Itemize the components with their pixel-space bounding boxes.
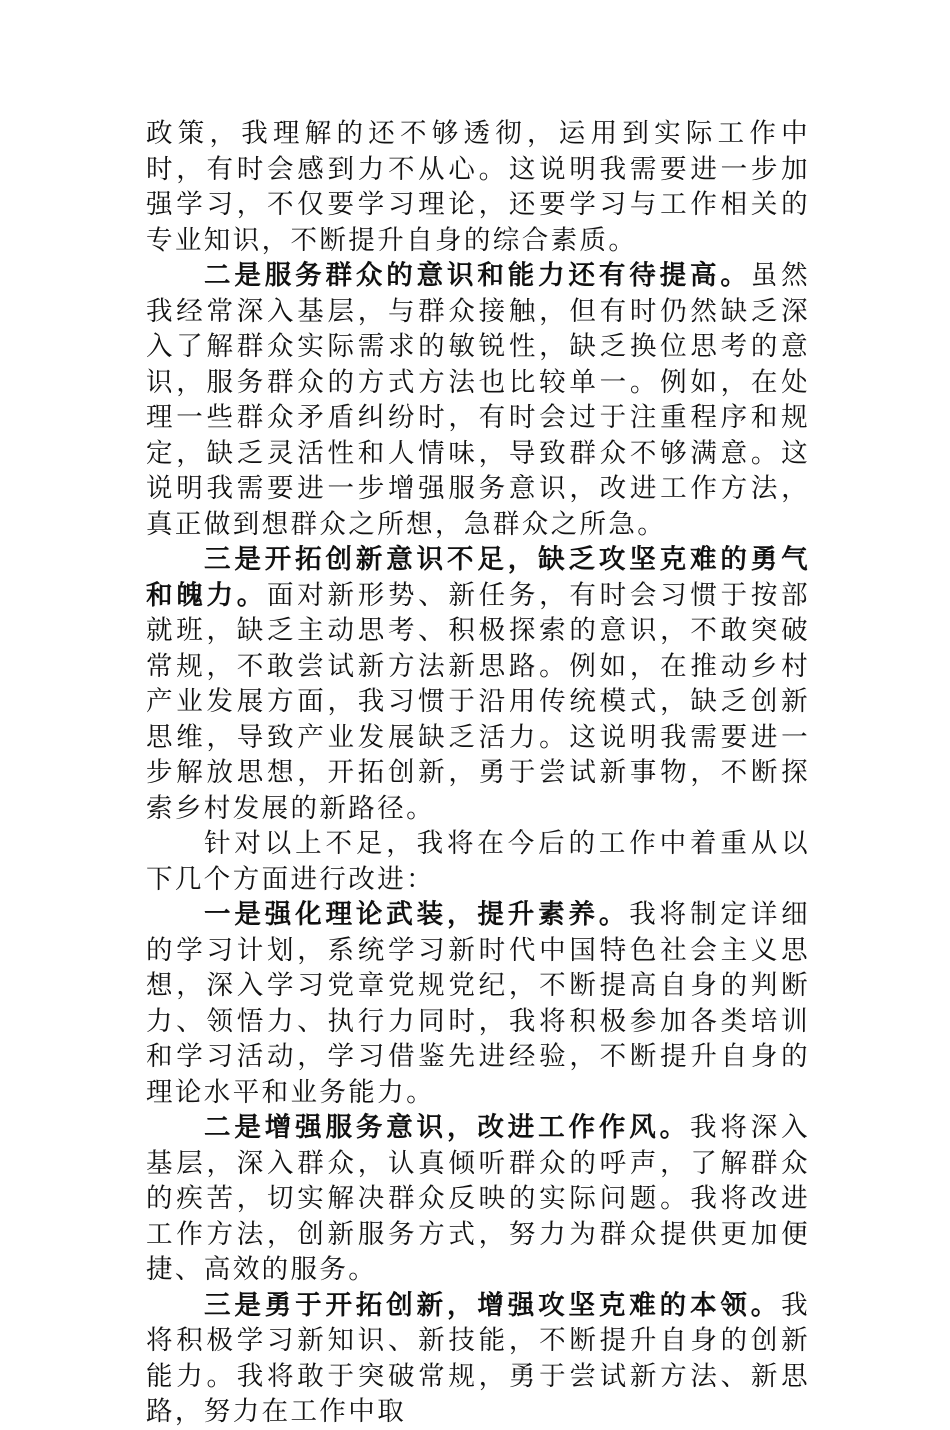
paragraph-lead-heading: 二是服务群众的意识和能力还有待提高。 — [204, 260, 751, 291]
paragraph-lead-heading: 三是勇于开拓创新，增强攻坚克难的本领。 — [204, 1289, 782, 1321]
paragraph-continuation — [146, 116, 810, 258]
paragraph-improvement-service — [146, 1110, 810, 1288]
paragraph-body: 我将制定详细的学习计划，系统学习新时代中国特色社会主义思想，深入学习党章党规党纪，不断提高自身的判断力、领悟力、执行力同时，我将积极参加各类培训和学习活动，学习借鉴先进经验，不断提升自身的理论水平和业务能力。 — [146, 899, 810, 1108]
paragraph-body: 虽然我经常深入基层，与群众接触，但有时仍然缺乏深入了解群众实际需求的敏锐性，缺乏换位思考的意识，服务群众的方式方法也比较单一。例如，在处理一些群众矛盾纠纷时，有时会过于注重程序和规定，缺乏灵活性和人情味，导致群众不够满意。这说明我需要进一步增强服务意识，改进工作方法，真正做到想群众之所想，急群众之所急。 — [146, 260, 810, 540]
paragraph-body: 针对以上不足，我将在今后的工作中着重从以下几个方面进行改进： — [146, 828, 810, 895]
paragraph-point-innovation — [146, 542, 810, 826]
paragraph-improvement-theory — [146, 897, 810, 1110]
document-page — [146, 116, 810, 1430]
paragraph-body: 政策，我理解的还不够透彻，运用到实际工作中时，有时会感到力不从心。这说明我需要进一步加强学习，不仅要学习理论，还要学习与工作相关的专业知识，不断提升自身的综合素质。 — [146, 118, 810, 256]
paragraph-lead-heading: 三是开拓创新意识不足，缺乏攻坚克难的勇气和魄力。 — [146, 544, 810, 611]
paragraph-body: 面对新形势、新任务，有时会习惯于按部就班，缺乏主动思考、积极探索的意识，不敢突破常规，不敢尝试新方法新思路。例如，在推动乡村产业发展方面，我习惯于沿用传统模式，缺乏创新思维，导致产业发展缺乏活力。这说明我需要进一步解放思想，开拓创新，勇于尝试新事物，不断探索乡村发展的新路径。 — [146, 579, 811, 824]
paragraph-body: 我将深入基层，深入群众，认真倾听群众的呼声，了解群众的疾苦，切实解决群众反映的实际问题。我将改进工作方法，创新服务方式，努力为群众提供更加便捷、高效的服务。 — [146, 1112, 810, 1285]
paragraph-improvement-intro — [146, 826, 810, 897]
paragraph-improvement-innovation — [146, 1288, 810, 1430]
paragraph-lead-heading: 二是增强服务意识，改进工作作风。 — [204, 1112, 690, 1143]
paragraph-lead-heading: 一是强化理论武装，提升素养。 — [204, 899, 630, 930]
paragraph-point-service — [146, 258, 810, 542]
paragraph-body: 我将积极学习新知识、新技能，不断提升自身的创新能力。我将敢于突破常规，勇于尝试新方法、新思路，努力在工作中取 — [146, 1289, 810, 1427]
